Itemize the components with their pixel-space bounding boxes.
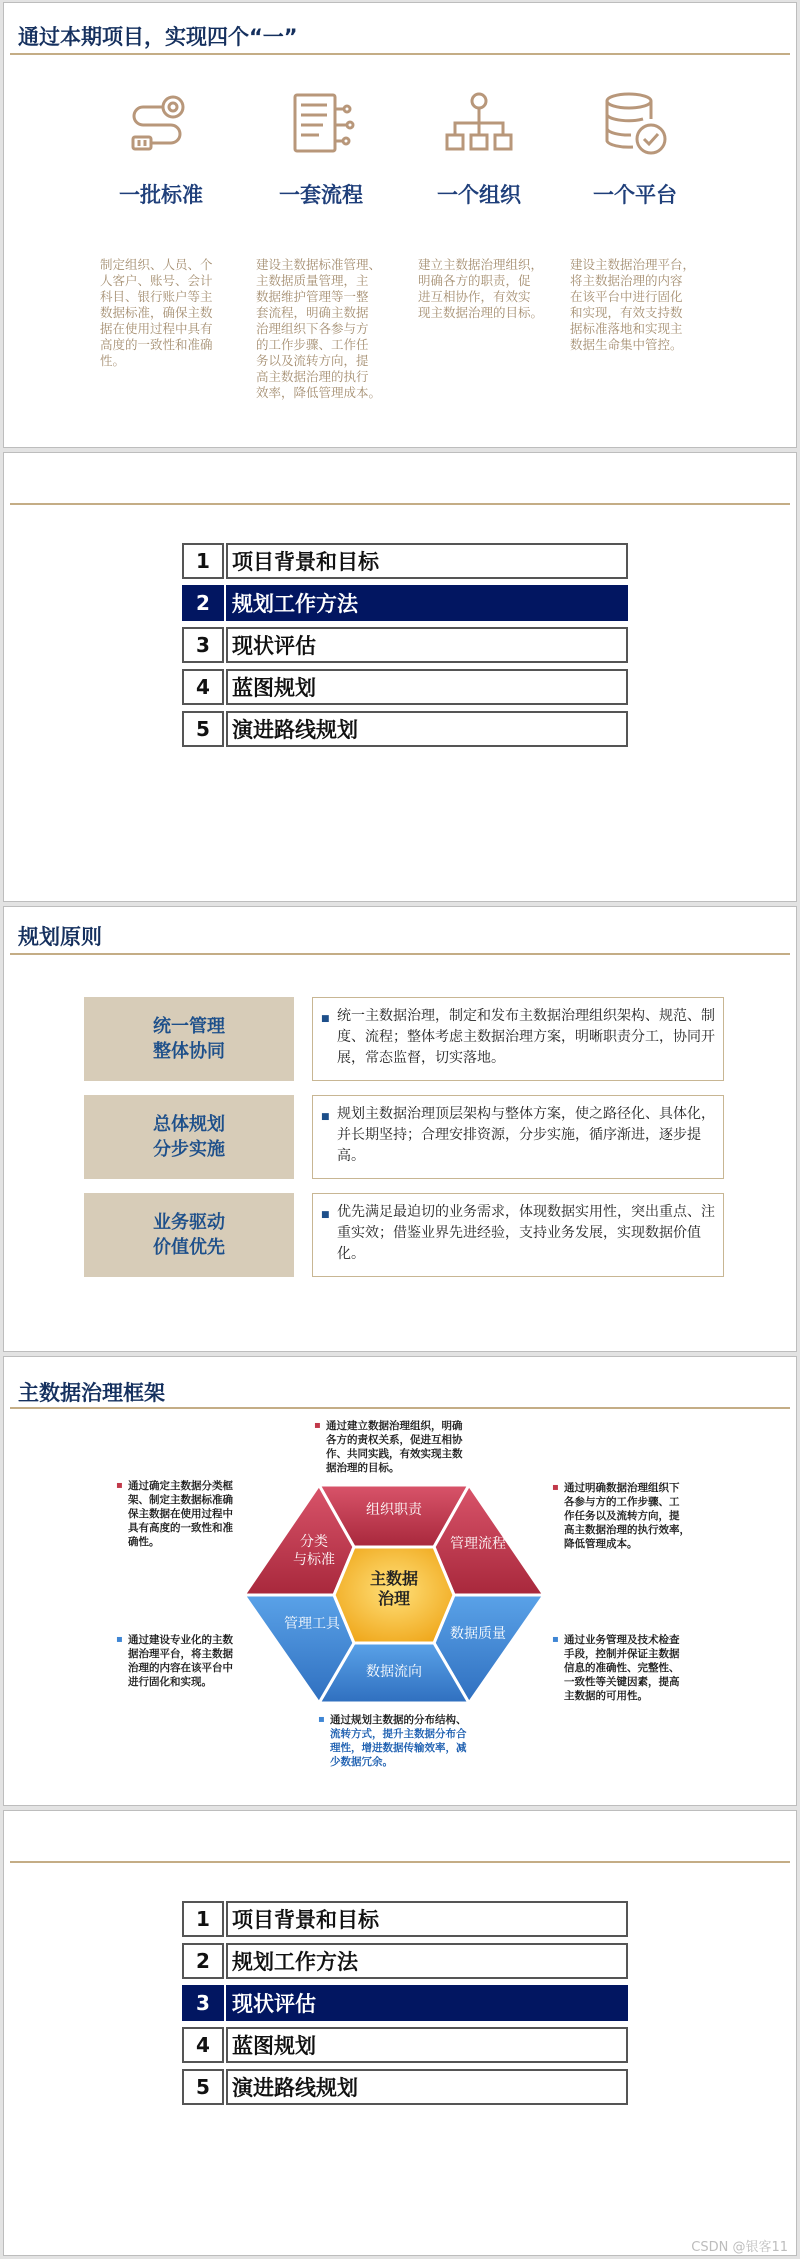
pillar-title: 一个组织 — [437, 183, 521, 207]
agenda-list — [182, 543, 628, 753]
database-check-icon — [595, 85, 675, 165]
note-top: ▪ 通过建立数据治理组织，明确 各方的责权关系，促进互相协 作、共同实践，有效实现主数 据治理的目标。 — [314, 1420, 463, 1474]
pillar-description: 建设主数据治理平台， 将主数据治理的内容 在该平台中进行固化 和实现，有效支持数 据标准落地和实现主 数据生命集中管控。 — [570, 257, 696, 352]
agenda-number: 1 — [182, 543, 224, 579]
agenda-list — [182, 1901, 628, 2111]
principle-text: ■ 统一主数据治理，制定和发布主数据治理组织架构、规范、制度、流程；整体考虑主数据治理方案，明晰职责分工，协同开展，常态监督，切实落地。 — [312, 997, 724, 1081]
title-divider — [10, 53, 790, 55]
agenda-item[interactable] — [182, 543, 628, 579]
agenda-number: 1 — [182, 1901, 224, 1937]
agenda-item[interactable] — [182, 2027, 628, 2063]
segment-label-flow: 数据流向 — [366, 1664, 422, 1680]
agenda-label: 蓝图规划 — [226, 669, 628, 705]
principle-label: 业务驱动 价值优先 — [84, 1193, 294, 1277]
slide-agenda-2 — [3, 452, 797, 902]
agenda-item[interactable] — [182, 669, 628, 705]
title-divider — [10, 953, 790, 955]
agenda-number: 4 — [182, 2027, 224, 2063]
bullet-icon: ▪ — [318, 1714, 325, 1725]
document-flow-icon — [281, 85, 361, 165]
pillar-title: 一套流程 — [279, 183, 363, 207]
segment-label-tools: 管理工具 — [284, 1616, 340, 1632]
segment-label-process: 管理流程 — [450, 1536, 506, 1552]
agenda-item[interactable] — [182, 627, 628, 663]
pillar-platform — [560, 85, 710, 209]
agenda-item-active[interactable] — [182, 1985, 628, 2021]
agenda-label: 演进路线规划 — [226, 2069, 628, 2105]
title-divider — [10, 503, 790, 505]
agenda-number: 5 — [182, 711, 224, 747]
agenda-item[interactable] — [182, 711, 628, 747]
agenda-label: 蓝图规划 — [226, 2027, 628, 2063]
pillar-description: 建设主数据标准管理、 主数据质量管理，主 数据维护管理等一整 套流程，明确主数据 治理组织下各参与方 的工作步骤、工作任 务以及流转方向，提 高主数据治理的执行 效率，降低管理成本。 — [256, 257, 382, 400]
title-divider — [10, 1861, 790, 1863]
agenda-number: 2 — [182, 585, 224, 621]
pillar-organization — [404, 85, 554, 209]
agenda-number: 3 — [182, 1985, 224, 2021]
note-left-top: ▪ 通过确定主数据分类框 架、制定主数据标准确 保主数据在使用过程中 具有高度的一致性和准 确性。 — [116, 1480, 233, 1548]
slide-title: 规划原则 — [18, 925, 102, 949]
bullet-icon: ▪ — [116, 1480, 123, 1491]
pillar-standards — [86, 85, 236, 209]
principle-text: ■ 规划主数据治理顶层架构与整体方案，使之路径化、具体化，并长期坚持；合理安排资源，分步实施，循序渐进，逐步提高。 — [312, 1095, 724, 1179]
principle-row — [84, 997, 724, 1081]
note-right-bottom: ▪ 通过业务管理及技术检查 手段，控制并保证主数据 信息的准确性、完整性、 一致性等关键因素，提高 主数据的可用性。 — [552, 1634, 680, 1702]
bullet-icon: ▪ — [314, 1420, 321, 1431]
pillar-process — [246, 85, 396, 209]
slide-title: 通过本期项目，实现四个“一” — [18, 25, 298, 49]
center-label: 主数据 治理 — [369, 1569, 418, 1608]
watermark: CSDN @银客11 — [691, 2240, 788, 2255]
bullet-icon: ▪ — [552, 1482, 559, 1493]
org-chart-icon — [439, 85, 519, 165]
agenda-label: 现状评估 — [226, 1985, 628, 2021]
bullet-icon: ▪ — [116, 1634, 123, 1645]
note-right-top: ▪ 通过明确数据治理组织下 各参与方的工作步骤、工 作任务以及流转方向，提 高主数据治理的执行效率， 降低管理成本。 — [552, 1482, 690, 1550]
note-left-bottom: ▪ 通过建设专业化的主数 据治理平台，将主数据 治理的内容在该平台中 进行固化和实现。 — [116, 1634, 233, 1688]
principle-text: ■ 优先满足最迫切的业务需求，体现数据实用性，突出重点、注重实效；借鉴业界先进经验，支持业务发展，实现数据价值化。 — [312, 1193, 724, 1277]
slide-agenda-3 — [3, 1810, 797, 2256]
agenda-label: 现状评估 — [226, 627, 628, 663]
bullet-icon: ■ — [321, 1210, 330, 1220]
agenda-label: 规划工作方法 — [226, 1943, 628, 1979]
slide-title: 主数据治理框架 — [18, 1381, 165, 1405]
agenda-label: 项目背景和目标 — [226, 543, 628, 579]
agenda-number: 4 — [182, 669, 224, 705]
pillar-description: 建立主数据治理组织， 明确各方的职责，促 进互相协作，有效实 现主数据治理的目标。 — [418, 257, 544, 320]
principle-row — [84, 1193, 724, 1277]
bullet-icon: ▪ — [552, 1634, 559, 1645]
pillar-title: 一个平台 — [593, 183, 677, 207]
principle-label: 总体规划 分步实施 — [84, 1095, 294, 1179]
bullet-icon: ■ — [321, 1014, 330, 1024]
segment-label-quality: 数据质量 — [450, 1626, 506, 1642]
slide-four-ones — [3, 2, 797, 448]
agenda-label: 项目背景和目标 — [226, 1901, 628, 1937]
pillar-title: 一批标准 — [119, 183, 203, 207]
agenda-item[interactable] — [182, 1943, 628, 1979]
pillar-description: 制定组织、人员、个 人客户、账号、会计 科目、银行账户等主 数据标准，确保主数 据在使用过程中具有 高度的一致性和准确 性。 — [100, 257, 213, 368]
agenda-item-active[interactable] — [182, 585, 628, 621]
bullet-icon: ■ — [321, 1112, 330, 1122]
agenda-number: 3 — [182, 627, 224, 663]
principle-label: 统一管理 整体协同 — [84, 997, 294, 1081]
slide-planning-principles — [3, 906, 797, 1352]
agenda-number: 5 — [182, 2069, 224, 2105]
agenda-item[interactable] — [182, 2069, 628, 2105]
agenda-number: 2 — [182, 1943, 224, 1979]
note-bottom: ▪ 通过规划主数据的分布结构、 流转方式，提升主数据分布合 理性，增进数据传输效率，减 少数据冗余。 — [318, 1714, 467, 1768]
segment-label-org: 组织职责 — [366, 1502, 422, 1518]
principle-row — [84, 1095, 724, 1179]
data-pipeline-icon — [121, 85, 201, 165]
slide-governance-framework — [3, 1356, 797, 1806]
agenda-label: 规划工作方法 — [226, 585, 628, 621]
segment-label-standards: 分类 与标准 — [293, 1534, 335, 1568]
agenda-item[interactable] — [182, 1901, 628, 1937]
agenda-label: 演进路线规划 — [226, 711, 628, 747]
